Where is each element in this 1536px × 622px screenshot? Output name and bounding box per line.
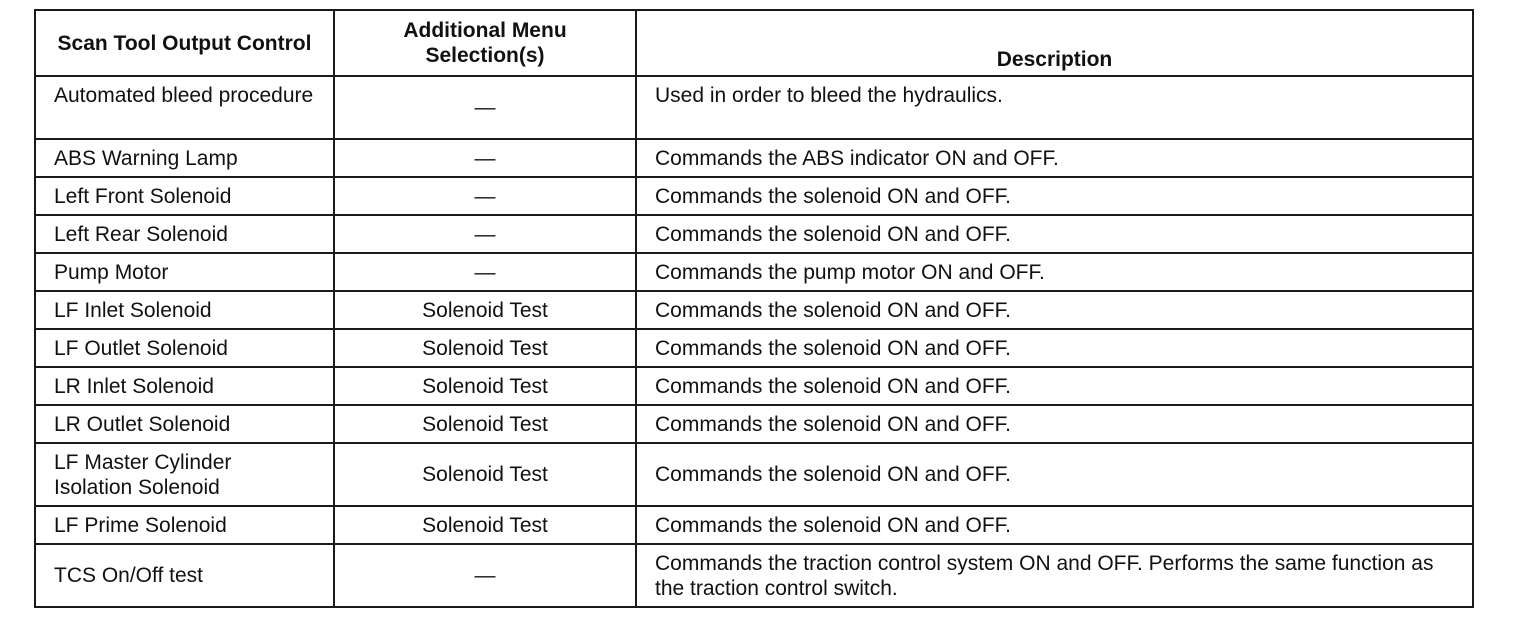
table-row: [35, 506, 1473, 544]
menu-selection-cell: Solenoid Test: [334, 329, 636, 367]
table-row: [35, 544, 1473, 607]
control-cell: Automated bleed procedure: [35, 76, 334, 139]
menu-selection-cell: —: [334, 215, 636, 253]
menu-selection-cell: —: [334, 253, 636, 291]
control-cell: LR Outlet Solenoid: [35, 405, 334, 443]
menu-selection-cell: —: [334, 177, 636, 215]
header-description: Description: [636, 10, 1473, 76]
description-cell: Commands the solenoid ON and OFF.: [636, 405, 1473, 443]
control-cell: LR Inlet Solenoid: [35, 367, 334, 405]
table-row: [35, 76, 1473, 139]
table-row: [35, 253, 1473, 291]
menu-selection-cell: Solenoid Test: [334, 405, 636, 443]
menu-selection-cell: Solenoid Test: [334, 443, 636, 506]
description-cell: Commands the solenoid ON and OFF.: [636, 215, 1473, 253]
menu-selection-cell: Solenoid Test: [334, 506, 636, 544]
menu-selection-cell: Solenoid Test: [334, 367, 636, 405]
description-cell: Commands the solenoid ON and OFF.: [636, 177, 1473, 215]
description-cell: Commands the solenoid ON and OFF.: [636, 443, 1473, 506]
control-cell: Pump Motor: [35, 253, 334, 291]
header-scan-tool-output-control: Scan Tool Output Control: [35, 10, 334, 76]
description-cell: Commands the traction control system ON and OFF. Performs the same function as the traction control switch.: [636, 544, 1473, 607]
control-cell: Left Front Solenoid: [35, 177, 334, 215]
description-cell: Commands the solenoid ON and OFF.: [636, 367, 1473, 405]
control-cell: TCS On/Off test: [35, 544, 334, 607]
table-row: [35, 177, 1473, 215]
description-cell: Used in order to bleed the hydraulics.: [636, 76, 1473, 139]
control-cell: Left Rear Solenoid: [35, 215, 334, 253]
table-row: [35, 139, 1473, 177]
table-row: [35, 215, 1473, 253]
control-cell: LF Inlet Solenoid: [35, 291, 334, 329]
description-cell: Commands the solenoid ON and OFF.: [636, 329, 1473, 367]
control-cell: LF Outlet Solenoid: [35, 329, 334, 367]
menu-selection-cell: —: [334, 139, 636, 177]
output-control-table: [34, 9, 1474, 608]
header-additional-menu-selections: Additional Menu Selection(s): [334, 10, 636, 76]
description-cell: Commands the ABS indicator ON and OFF.: [636, 139, 1473, 177]
table-header-row: [35, 10, 1473, 76]
table-row: [35, 291, 1473, 329]
description-cell: Commands the pump motor ON and OFF.: [636, 253, 1473, 291]
control-cell: LF Prime Solenoid: [35, 506, 334, 544]
control-cell: LF Master Cylinder Isolation Solenoid: [35, 443, 334, 506]
table-row: [35, 443, 1473, 506]
table-row: [35, 367, 1473, 405]
table-row: [35, 329, 1473, 367]
table-row: [35, 405, 1473, 443]
control-cell: ABS Warning Lamp: [35, 139, 334, 177]
menu-selection-cell: Solenoid Test: [334, 291, 636, 329]
description-cell: Commands the solenoid ON and OFF.: [636, 291, 1473, 329]
menu-selection-cell: —: [334, 544, 636, 607]
description-cell: Commands the solenoid ON and OFF.: [636, 506, 1473, 544]
menu-selection-cell: —: [334, 76, 636, 139]
